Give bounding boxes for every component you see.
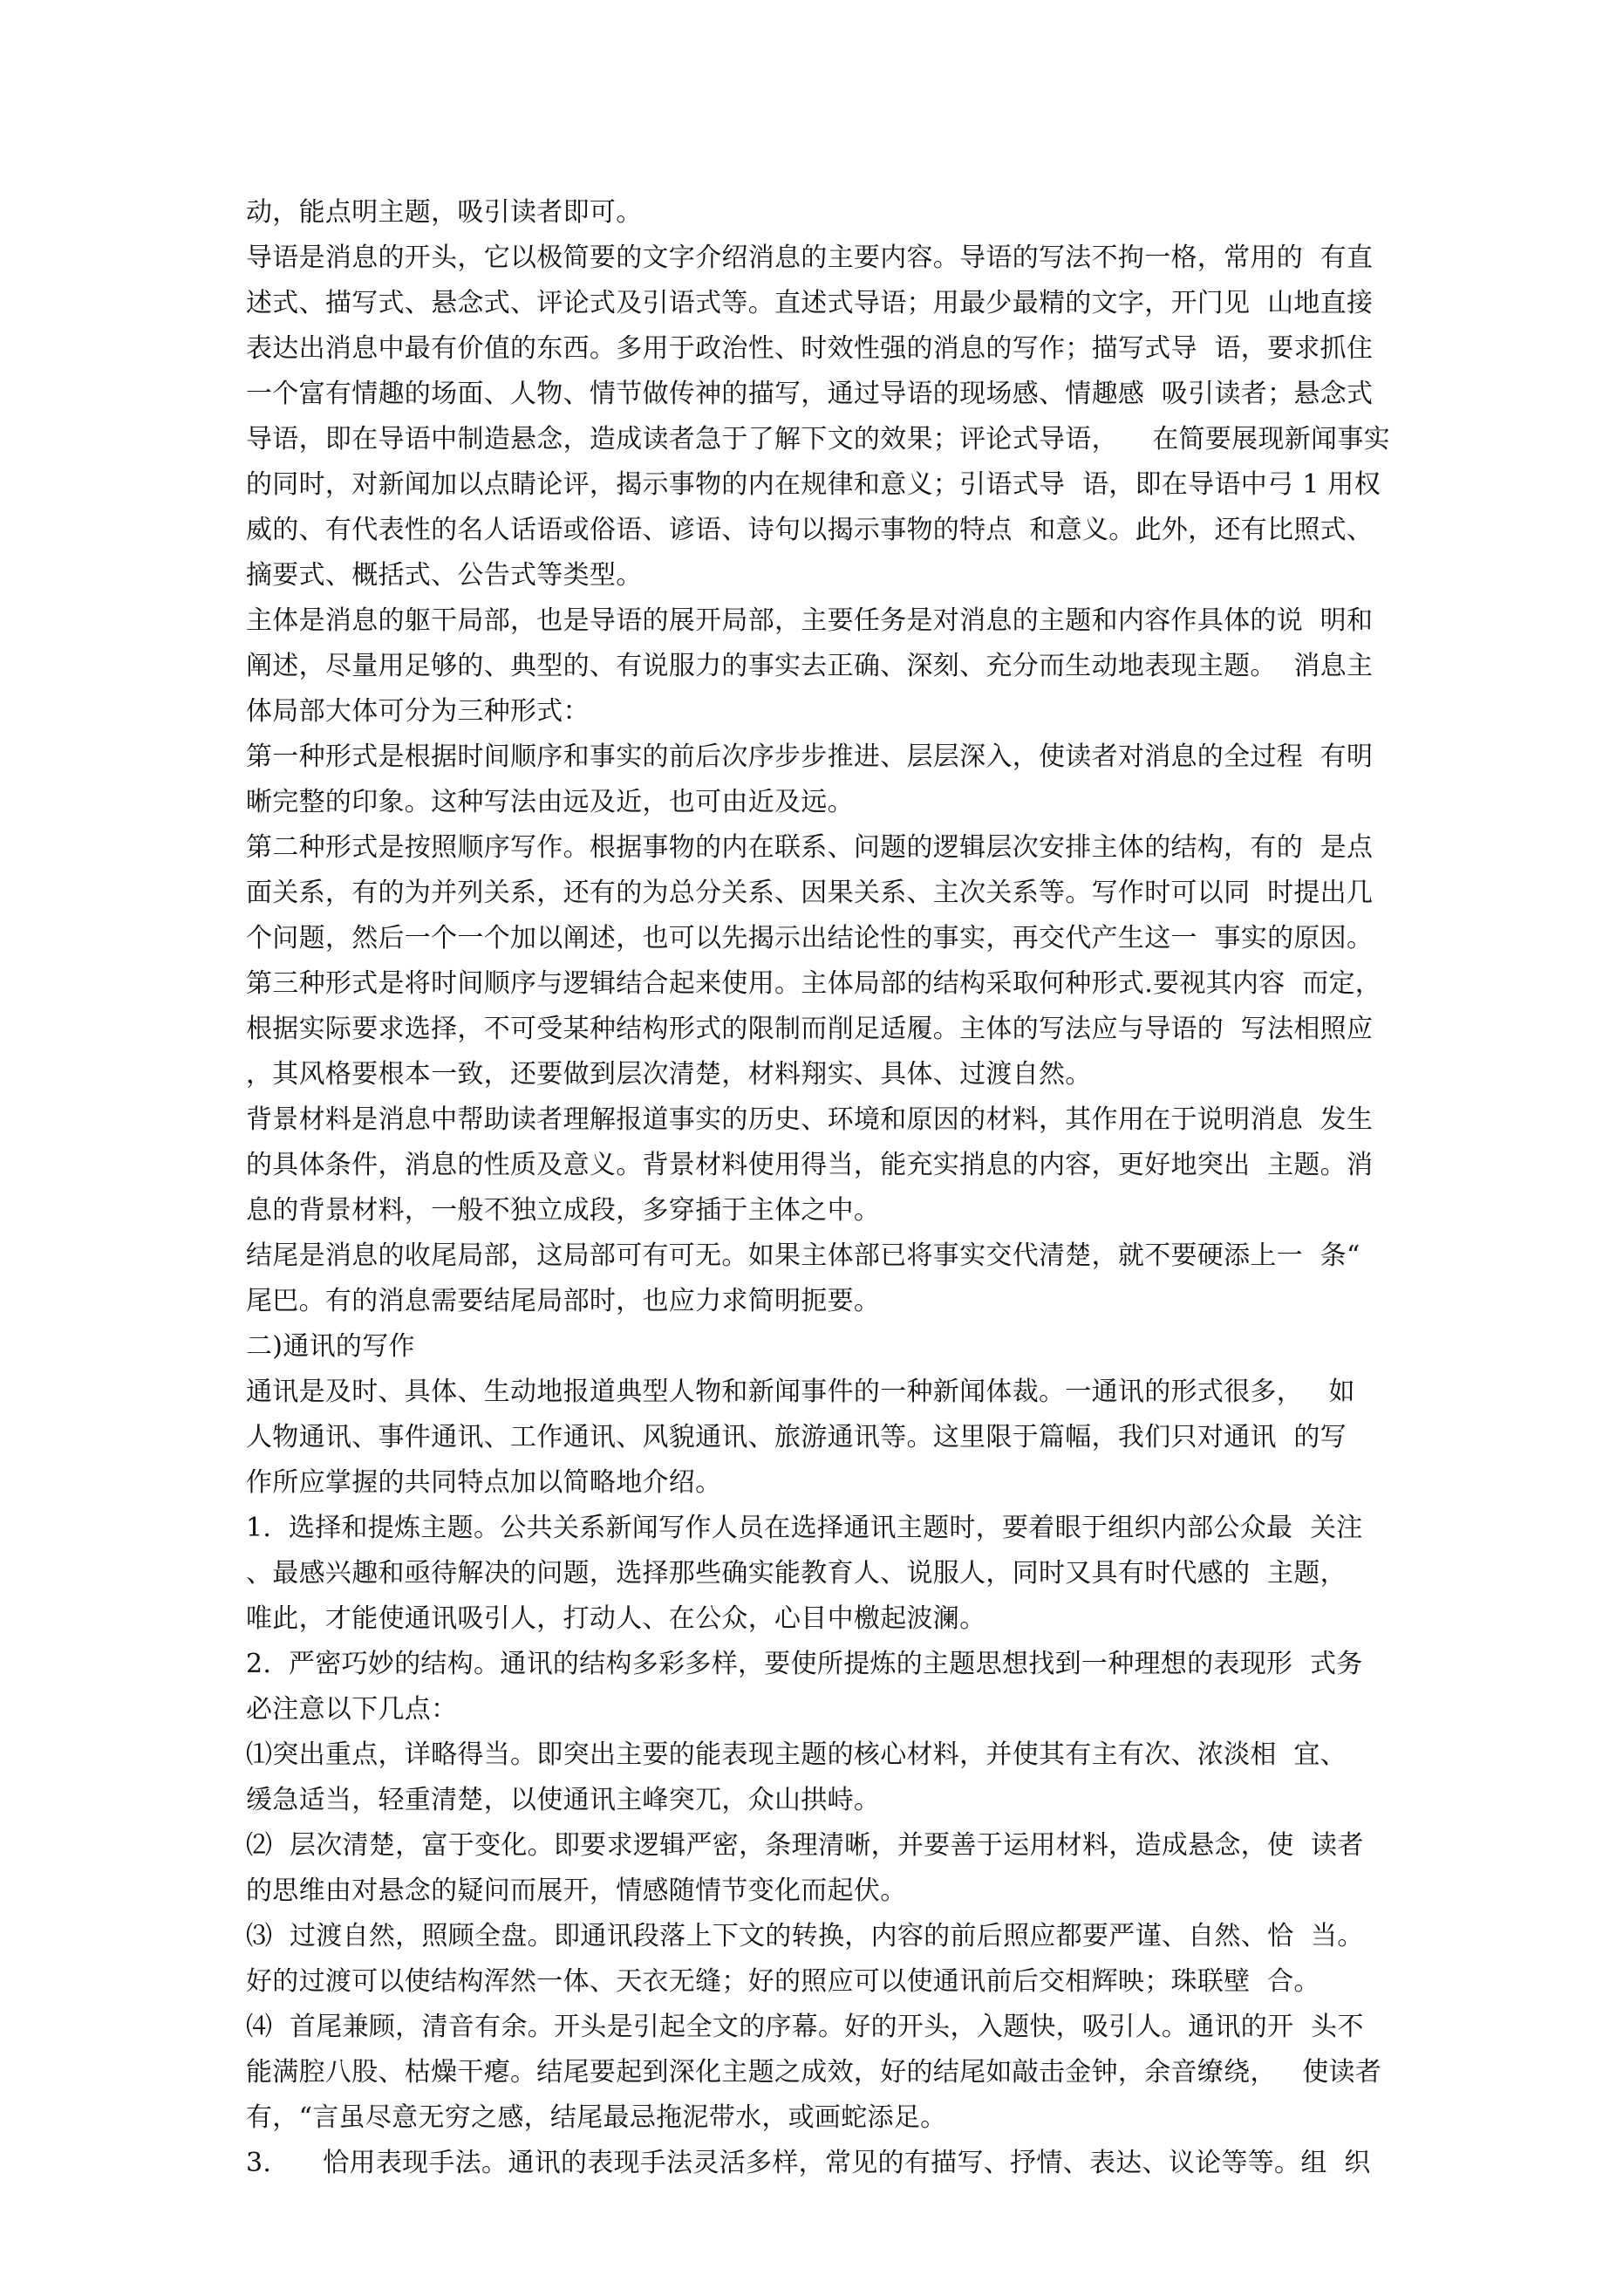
section-heading: 二)通讯的写作 [246, 1331, 415, 1362]
text-line: ⑵ 层次清楚，富于变化。即要求逻辑严密，条理清晰，并要善于运用材料，造成悬念，使 读者 [246, 1830, 1364, 1861]
text-line: 体局部大体可分为三种形式： [246, 696, 590, 727]
text-line: 晰完整的印象。这种写法由远及近，也可由近及远。 [246, 787, 854, 817]
text-line: 阐述，尽量用足够的、典型的、有说服力的事实去正确、深刻、充分而生动地表现主题。 消息主 [246, 651, 1374, 681]
text-line: 、最感兴趣和亟待解决的问题，选择那些确实能教育人、说服人，同时又具有时代感的 主题， [246, 1558, 1347, 1589]
text-line: 结尾是消息的收尾局部，这局部可有可无。如果主体部已将事实交代清楚，就不要硬添上一 条“ [246, 1240, 1360, 1271]
text-line: 的具体条件，消息的性质及意义。背景材料使用得当，能充实捎息的内容，更好地突出 主题。消 [246, 1150, 1374, 1180]
text-line: 唯此，才能使通讯吸引人，打动人、在公众，心目中檄起波澜。 [246, 1603, 986, 1634]
text-line: 2. 严密巧妙的结构。通讯的结构多彩多样，要使所提炼的主题思想找到一种理想的表现形 式务 [246, 1649, 1363, 1679]
text-line: 的同时，对新闻加以点睛论评，揭示事物的内在规律和意义；引语式导 语，即在导语中弓 1 用权 [246, 469, 1381, 500]
text-line: ⑷ 首尾兼顾，清音有余。开头是引起全文的序幕。好的开头，入题快，吸引人。通讯的开 头不 [246, 2012, 1364, 2042]
text-line: 第三种形式是将时间顺序与逻辑结合起来使用。主体局部的结构采取何种形式.要视其内容 而定， [246, 968, 1382, 999]
text-line: 一个富有情趣的场面、人物、情节做传神的描写，通过导语的现场感、情趣感 吸引读者；悬念式 [246, 379, 1374, 409]
text-line: ⑶ 过渡自然，照顾全盘。即通讯段落上下文的转换，内容的前后照应都要严谨、自然、恰 当。 [246, 1921, 1364, 1951]
text-line: 表达出消息中最有价值的东西。多用于政治性、时效性强的消息的写作；描写式导 语，要求抓住 [246, 333, 1374, 364]
text-line: 背景材料是消息中帮助读者理解报道事实的历史、环境和原因的材料，其作用在于说明消息 发生 [246, 1104, 1374, 1135]
text-line: 能满腔八股、枯燥干瘪。结尾要起到深化主题之成效，好的结尾如敲击金钟，余音缭绕， 使读者 [246, 2057, 1382, 2088]
text-line: 有，“言虽尽意无穷之感，结尾最忌拖泥带水，或画蛇添足。 [246, 2102, 947, 2133]
text-line: 必注意以下几点： [246, 1694, 458, 1725]
text-line: 的思维由对悬念的疑问而展开，情感随情节变化而起伏。 [246, 1876, 907, 1906]
text-line: ⑴突出重点，详略得当。即突出主要的能表现主题的核心材料，并使其有主有次、浓淡相 宜、 [246, 1739, 1347, 1770]
text-line: 个问题，然后一个一个加以阐述，也可以先揭示出结论性的事实，再交代产生这一 事实的原因。 [246, 923, 1374, 953]
text-line: 导语，即在导语中制造悬念，造成读者急于了解下文的效果；评论式导语， 在简要展现新闻事实 [246, 424, 1390, 454]
text-line: 第一种形式是根据时间顺序和事实的前后次序步步推进、层层深入，使读者对消息的全过程 有明 [246, 741, 1374, 772]
text-line: 1. 选择和提炼主题。公共关系新闻写作人员在选择通讯主题时，要着眼于组织内部公众最 关注 [246, 1513, 1363, 1543]
text-line: 摘要式、概括式、公告式等类型。 [246, 560, 643, 591]
text-line: 好的过渡可以使结构浑然一体、天衣无缝；好的照应可以使通讯前后交相辉映；珠联壁 合。 [246, 1966, 1320, 1997]
text-line: 通讯是及时、具体、生动地报道典型人物和新闻事件的一种新闻体裁。一通讯的形式很多， 如 [246, 1377, 1355, 1407]
text-line: 3. 恰用表现手法。通讯的表现手法灵活多样，常见的有描写、抒情、表达、议论等等。组 织 [246, 2148, 1371, 2178]
text-line: 缓急适当，轻重清楚，以使通讯主峰突兀，众山拱峙。 [246, 1785, 881, 1815]
text-line: 面关系，有的为并列关系，还有的为总分关系、因果关系、主次关系等。写作时可以同 时提出几 [246, 878, 1374, 908]
text-line: 作所应掌握的共同特点加以简略地介绍。 [246, 1467, 722, 1498]
text-line: 威的、有代表性的名人话语或俗语、谚语、诗句以揭示事物的特点 和意义。此外，还有比照式、 [246, 515, 1374, 545]
text-line: 主体是消息的躯干局部，也是导语的展开局部，主要任务是对消息的主题和内容作具体的说 明和 [246, 605, 1374, 636]
text-line: ，其风格要根本一致，还要做到层次清楚，材料翔实、具体、过渡自然。 [246, 1059, 1092, 1090]
text-line: 人物通讯、事件通讯、工作通讯、风貌通讯、旅游通讯等。这里限于篇幅，我们只对通讯 的写 [246, 1422, 1347, 1452]
text-line: 动，能点明主题，吸引读者即可。 [246, 197, 643, 228]
text-line: 根据实际要求选择，不可受某种结构形式的限制而削足适履。主体的写法应与导语的 写法相照应 [246, 1014, 1374, 1044]
text-line: 第二种形式是按照顺序写作。根据事物的内在联系、问题的逻辑层次安排主体的结构，有的 是点 [246, 832, 1374, 863]
text-line: 导语是消息的开头，它以极简要的文字介绍消息的主要内容。导语的写法不拘一格，常用的 有直 [246, 243, 1374, 273]
document-body [246, 190, 1415, 2186]
text-line: 述式、描写式、悬念式、评论式及引语式等。直述式导语；用最少最精的文字，开门见 山地直接 [246, 288, 1374, 318]
text-line: 息的背景材料，一般不独立成段，多穿插于主体之中。 [246, 1195, 881, 1226]
text-line: 尾巴。有的消息需要结尾局部时，也应力求简明扼要。 [246, 1286, 881, 1316]
